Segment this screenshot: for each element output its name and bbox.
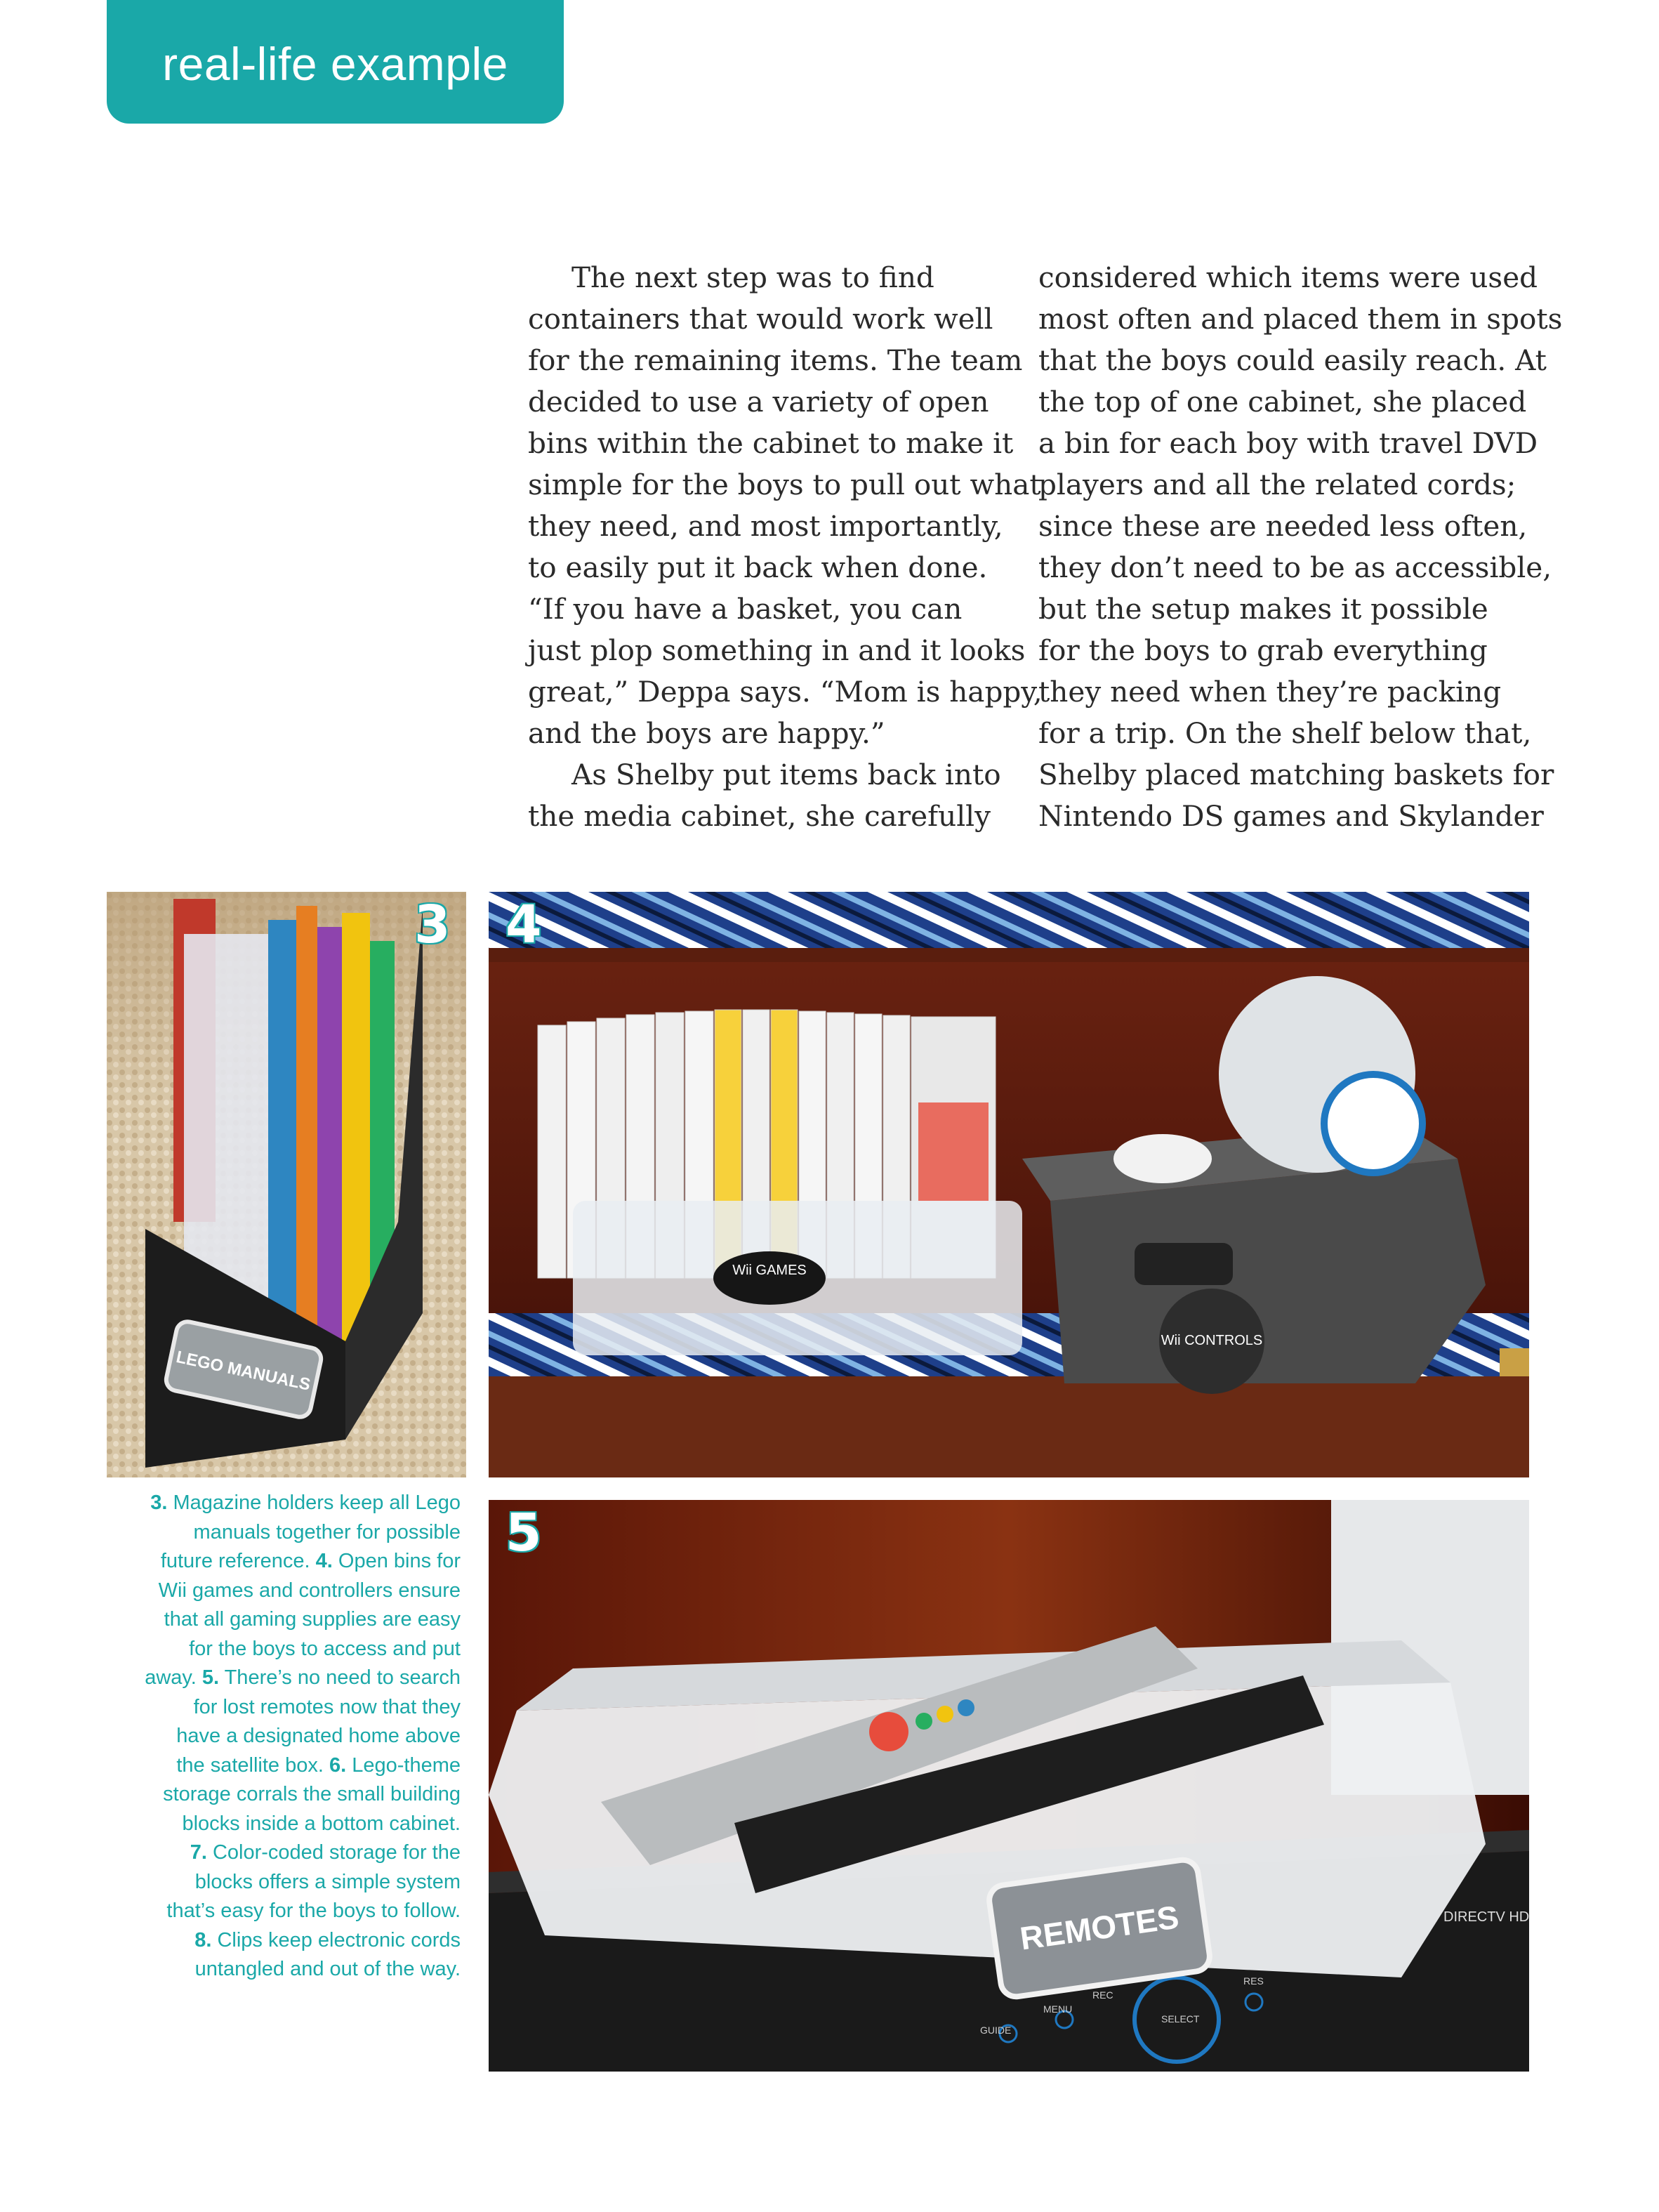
receiver-button-guide: GUIDE	[980, 2025, 1012, 2036]
photo-remotes-bin-image	[489, 1500, 1529, 2072]
caption-line	[118, 1722, 461, 1751]
caption-text: Lego-theme	[346, 1753, 461, 1777]
caption-text: untangled and out of the way.	[194, 1958, 461, 1980]
photo-lego-manuals	[107, 892, 466, 1477]
body-text-line: containers that would work well	[528, 302, 993, 336]
caption-text: Clips keep electronic cords	[211, 1928, 461, 1951]
caption-number: 4.	[315, 1550, 333, 1572]
body-text-line: for the remaining items. The team	[528, 343, 1023, 377]
body-text-line: for the boys to grab everything	[1038, 633, 1488, 667]
body-text-line: bins within the cabinet to make it	[528, 426, 1014, 460]
body-text-line: for a trip. On the shelf below that,	[1038, 716, 1532, 750]
caption-number: 8.	[194, 1928, 212, 1951]
body-text-line: the media cabinet, she carefully	[528, 799, 991, 833]
caption-line	[118, 1897, 461, 1926]
caption-text: blocks offers a simple system	[194, 1870, 461, 1893]
caption-line	[118, 1926, 461, 1956]
caption-line	[118, 1576, 461, 1606]
body-text-line: they need when they’re packing	[1038, 675, 1502, 709]
caption-number: 6.	[329, 1753, 347, 1777]
receiver-button-select: SELECT	[1161, 2013, 1200, 2025]
photo-number-4: 4	[505, 895, 542, 955]
photo-wii-bins-image	[489, 892, 1529, 1477]
wii-controls-label: Wii CONTROLS	[1161, 1333, 1263, 1348]
receiver-brand: DIRECTV HD	[1443, 1909, 1529, 1925]
body-text-line: most often and placed them in spots	[1038, 302, 1563, 336]
body-text-line: and the boys are happy.”	[528, 716, 885, 750]
section-tab	[107, 0, 564, 124]
caption-line	[118, 1547, 461, 1576]
caption-line	[118, 1489, 461, 1518]
caption-line	[118, 1751, 461, 1781]
caption-text: blocks inside a bottom cabinet.	[182, 1812, 461, 1835]
caption-text: Open bins for	[332, 1550, 461, 1572]
body-text-line: a bin for each boy with travel DVD	[1038, 426, 1538, 460]
caption-line	[118, 1810, 461, 1839]
body-text-line: since these are needed less often,	[1038, 509, 1528, 543]
body-text-line: great,” Deppa says. “Mom is happy,	[528, 675, 1043, 709]
caption-number: 7.	[190, 1841, 207, 1864]
body-text-line: Shelby placed matching baskets for	[1038, 758, 1554, 791]
caption-line	[118, 1605, 461, 1635]
photo-wii-bins	[489, 892, 1529, 1477]
caption-text: There’s no need to search	[219, 1666, 461, 1689]
photo-remotes-bin	[489, 1500, 1529, 2072]
body-column-1	[528, 257, 1043, 837]
caption-line	[118, 1838, 461, 1868]
caption-line	[118, 1955, 461, 1984]
body-text-line: “If you have a basket, you can	[528, 592, 963, 626]
caption-number: 5.	[201, 1666, 220, 1689]
body-text-line: just plop something in and it looks	[528, 633, 1026, 667]
caption-line	[118, 1780, 461, 1810]
caption-line	[118, 1693, 461, 1723]
caption-text: future reference.	[160, 1550, 316, 1572]
receiver-button-menu: MENU	[1043, 2003, 1073, 2015]
caption-text: have a designated home above	[176, 1725, 461, 1747]
body-text-line: As Shelby put items back into	[571, 758, 1001, 791]
body-text-line: The next step was to find	[571, 261, 934, 294]
caption-text: the satellite box.	[176, 1753, 329, 1777]
caption-text: Color-coded storage for the	[206, 1841, 461, 1864]
photo-lego-manuals-image	[107, 892, 466, 1477]
caption-line	[118, 1518, 461, 1548]
body-text-line: the top of one cabinet, she placed	[1038, 385, 1527, 419]
body-column-2	[1038, 257, 1563, 837]
body-text-line: they don’t need to be as accessible,	[1038, 551, 1552, 584]
caption-text: that all gaming supplies are easy	[164, 1608, 461, 1631]
body-text-line: decided to use a variety of open	[528, 385, 989, 419]
caption-line	[118, 1635, 461, 1664]
caption-text: storage corrals the small building	[163, 1783, 461, 1805]
body-text-line: that the boys could easily reach. At	[1038, 343, 1547, 377]
body-text-line: considered which items were used	[1038, 261, 1538, 294]
caption-number: 3.	[150, 1492, 168, 1514]
photo-number-3: 3	[414, 895, 451, 955]
body-text-line: they need, and most importantly,	[528, 509, 1003, 543]
photo-number-5: 5	[505, 1503, 542, 1563]
wii-games-label: Wii GAMES	[732, 1263, 807, 1278]
body-text-line: simple for the boys to pull out what	[528, 468, 1041, 501]
caption-text: that’s easy for the boys to follow.	[166, 1900, 461, 1922]
body-text-line: players and all the related cords;	[1038, 468, 1516, 501]
remotes-label: REMOTES	[1017, 1898, 1182, 1957]
receiver-button-rec: REC	[1092, 1989, 1113, 2001]
photo-caption	[118, 1489, 461, 1984]
lego-label-text: LEGO MANUALS	[174, 1348, 312, 1395]
caption-text: manuals together for possible	[193, 1520, 461, 1543]
body-text-line: but the setup makes it possible	[1038, 592, 1488, 626]
caption-text: Wii games and controllers ensure	[158, 1579, 461, 1602]
caption-text: away.	[145, 1666, 202, 1689]
caption-text: for the boys to access and put	[189, 1637, 461, 1660]
caption-text: for lost remotes now that they	[193, 1695, 461, 1718]
section-label: real-life example	[162, 38, 508, 90]
caption-line	[118, 1868, 461, 1897]
body-text-line: Nintendo DS games and Skylander	[1038, 799, 1544, 833]
caption-text: Magazine holders keep all Lego	[167, 1492, 461, 1514]
body-text-line: to easily put it back when done.	[528, 551, 988, 584]
receiver-button-res: RES	[1243, 1975, 1264, 1987]
caption-line	[118, 1664, 461, 1693]
